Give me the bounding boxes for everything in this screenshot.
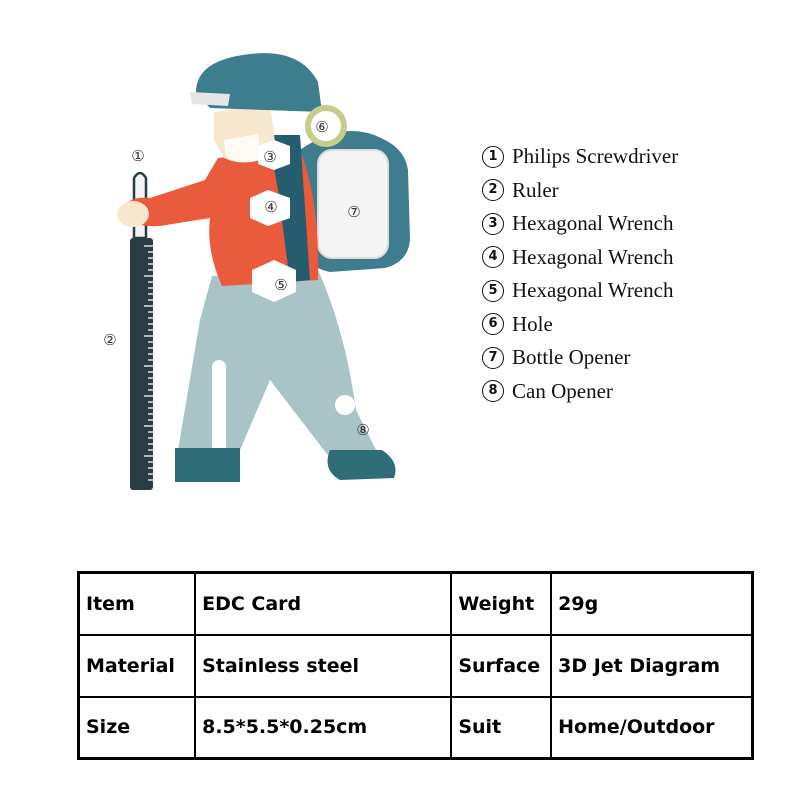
table-row (79, 573, 753, 635)
legend-item (482, 375, 792, 409)
hand (117, 201, 149, 227)
legend-number: 6 (482, 313, 504, 335)
legend-label: Philips Screwdriver (512, 144, 679, 169)
spec-key: Item (79, 573, 196, 635)
can-opener-notch (335, 395, 355, 415)
marker-3: ③ (263, 148, 277, 166)
legend-item (482, 174, 792, 208)
spec-value: 8.5*5.5*0.25cm (195, 697, 451, 759)
legend-label: Can Opener (512, 378, 613, 403)
legend-item (482, 274, 792, 308)
table-row (79, 635, 753, 697)
marker-8: ⑧ (356, 421, 370, 439)
leg-slot (212, 360, 226, 455)
table-row (79, 697, 753, 759)
spec-table (77, 571, 754, 760)
legend-number: 8 (482, 380, 504, 402)
spec-value: Stainless steel (195, 635, 451, 697)
spec-value: EDC Card (195, 573, 451, 635)
parts-legend (482, 140, 792, 408)
spec-key: Material (79, 635, 196, 697)
hat-brim (190, 92, 230, 106)
shoe-left (175, 448, 240, 482)
spec-key: Surface (451, 635, 551, 697)
legend-item (482, 207, 792, 241)
legend-label: Hole (512, 311, 553, 336)
legend-item (482, 308, 792, 342)
legend-label: Ruler (512, 177, 559, 202)
legend-label: Hexagonal Wrench (512, 211, 674, 236)
legend-label: Hexagonal Wrench (512, 278, 674, 303)
legend-item (482, 341, 792, 375)
legend-number: 1 (482, 146, 504, 168)
spec-value: Home/Outdoor (551, 697, 752, 759)
spec-key: Size (79, 697, 196, 759)
marker-1: ① (131, 147, 145, 165)
marker-6: ⑥ (315, 118, 329, 136)
marker-7: ⑦ (347, 203, 361, 221)
shoe-right (328, 450, 396, 480)
legend-number: 4 (482, 246, 504, 268)
legend-label: Bottle Opener (512, 345, 631, 370)
spec-value: 3D Jet Diagram (551, 635, 752, 697)
marker-5: ⑤ (274, 276, 288, 294)
legend-item (482, 140, 792, 174)
legend-number: 3 (482, 213, 504, 235)
marker-2: ② (103, 331, 117, 349)
legend-label: Hexagonal Wrench (512, 244, 674, 269)
legend-item (482, 241, 792, 275)
legend-number: 5 (482, 280, 504, 302)
spec-key: Weight (451, 573, 551, 635)
legend-number: 7 (482, 347, 504, 369)
legend-number: 2 (482, 179, 504, 201)
spec-key: Suit (451, 697, 551, 759)
spec-value: 29g (551, 573, 752, 635)
marker-4: ④ (264, 198, 278, 216)
